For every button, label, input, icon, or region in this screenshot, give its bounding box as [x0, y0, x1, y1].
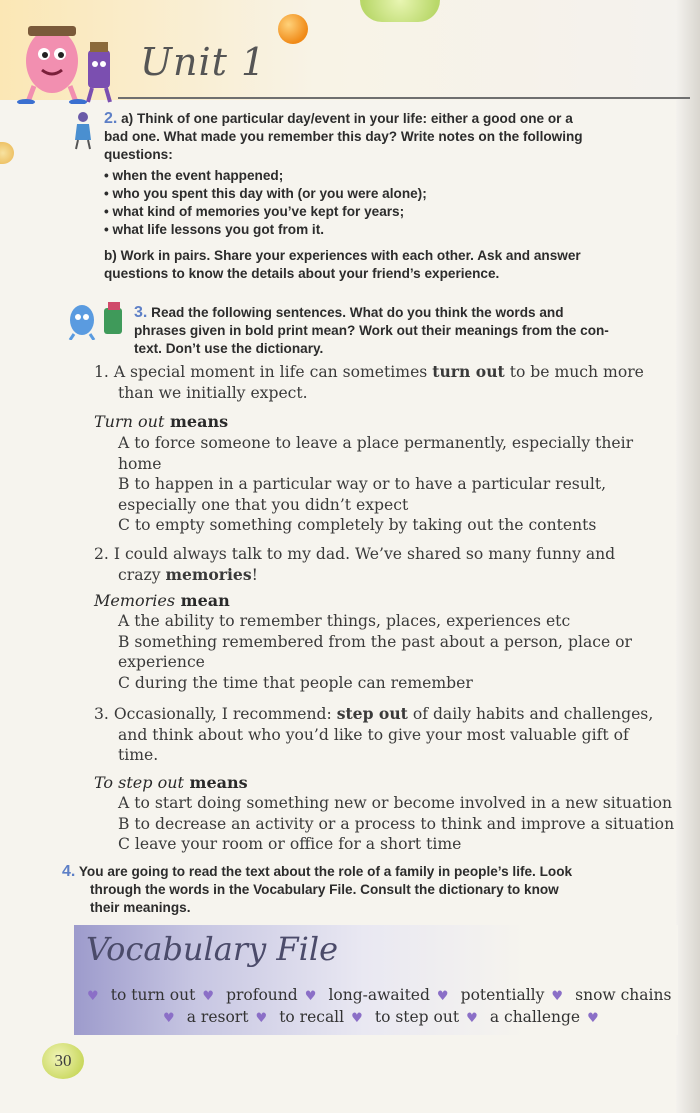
- heart-icon: ♥: [255, 1011, 268, 1026]
- exercise-2-number: 2.: [104, 110, 118, 127]
- green-ball-decoration: [360, 0, 440, 22]
- item-sentence-cont: time.: [118, 746, 159, 764]
- exercise-2-bullet: • who you spent this day with (or you were alone);: [104, 186, 427, 201]
- vocab-word: long-awaited: [328, 986, 430, 1004]
- header-rule: [118, 97, 690, 99]
- exercise-2-line-1: 2. a) Think of one particular day/event in your life: either a good one or a: [104, 110, 573, 127]
- exercise-3-line-1: 3. Read the following sentences. What do you think the words and: [134, 304, 564, 321]
- heart-icon: ♥: [163, 1011, 175, 1026]
- option: B to happen in a particular way or to have a particular result,: [118, 475, 607, 493]
- item-sentence: 3. Occasionally, I recommend: step out of daily habits and challenges,: [94, 704, 654, 723]
- turn-out-options: [118, 433, 690, 536]
- turn-out-heading: Turn out means: [94, 412, 229, 431]
- heart-icon: ♥: [587, 1011, 599, 1026]
- exercise-2-bullet: • when the event happened;: [104, 168, 284, 183]
- student-figure-icon: [72, 110, 94, 150]
- exercise-4-line-3: their meanings.: [90, 900, 191, 915]
- page-number: 30: [42, 1043, 84, 1079]
- exercise-3-line-3: text. Don’t use the dictionary.: [134, 341, 324, 356]
- vocab-word: snow chains: [575, 986, 672, 1004]
- heart-icon: ♥: [436, 989, 449, 1004]
- item-sentence: 2. I could always talk to my dad. We’ve shared so many funny and: [94, 545, 616, 563]
- option: A to start doing something new or become involved in a new situation: [118, 794, 673, 812]
- memories-heading: Memories mean: [94, 591, 230, 610]
- option: C leave your room or office for a short time: [118, 835, 462, 853]
- exercise-2b-line-1: b) Work in pairs. Share your experiences with each other. Ask and answer: [104, 248, 581, 263]
- memories-options: [118, 611, 690, 693]
- option: A the ability to remember things, places, experiences etc: [118, 612, 571, 630]
- exercise-3-item-3: [94, 704, 690, 766]
- vocab-word: to recall: [279, 1008, 345, 1026]
- option: C to empty something completely by taking out the contents: [118, 516, 597, 534]
- heart-icon: ♥: [87, 989, 99, 1004]
- option: home: [118, 454, 162, 473]
- heart-icon: ♥: [304, 989, 317, 1004]
- exercise-2-bullet: • what kind of memories you’ve kept for years;: [104, 204, 405, 219]
- mascot-books-illustration: [14, 6, 124, 104]
- exercise-3-item-2: [94, 544, 690, 585]
- vocab-word: to step out: [374, 1008, 460, 1026]
- option: especially one that you didn’t expect: [118, 495, 409, 514]
- vocab-word: a resort: [186, 1008, 249, 1026]
- vocab-word: a challenge: [489, 1008, 581, 1026]
- exercise-3-line-2: phrases given in bold print mean? Work out their meanings from the con-: [134, 323, 609, 338]
- exercise-2-bullet: • what life lessons you got from it.: [104, 222, 325, 237]
- bold-phrase: turn out: [432, 362, 505, 381]
- exercise-4: [62, 863, 690, 917]
- item-sentence-cont: than we initially expect.: [118, 383, 308, 402]
- vocabulary-title: Vocabulary File: [86, 930, 338, 968]
- edge-dot-decoration: [0, 142, 14, 164]
- bold-phrase: memories: [165, 564, 252, 584]
- exercise-3-instructions: [134, 304, 690, 358]
- heart-icon: ♥: [551, 989, 564, 1004]
- mascot-pair-icon: [64, 300, 134, 340]
- heart-icon: ♥: [466, 1011, 478, 1026]
- exercise-4-line-1: 4. You are going to read the text about the role of a family in people’s life. Look: [62, 863, 573, 880]
- exercise-3-number: 3.: [134, 304, 148, 321]
- exercise-2-line-2: bad one. What made you remember this day? Write notes on the following: [104, 129, 583, 144]
- unit-title: Unit 1: [140, 40, 267, 84]
- vocab-word: profound: [226, 986, 298, 1004]
- bold-phrase: step out: [336, 704, 408, 723]
- exercise-3-item-1: [94, 362, 690, 403]
- exercise-2-line-3: questions:: [104, 147, 173, 162]
- heart-icon: ♥: [351, 1011, 363, 1026]
- step-out-options: [118, 793, 690, 855]
- option: A to force someone to leave a place permanently, especially their: [118, 434, 634, 452]
- step-out-heading: To step out means: [94, 773, 248, 792]
- exercise-4-number: 4.: [62, 863, 76, 880]
- item-sentence: 1. A special moment in life can sometimes turn out to be much more: [94, 362, 644, 381]
- option: C during the time that people can remember: [118, 673, 473, 692]
- vocabulary-row-2: [156, 1007, 676, 1026]
- heart-icon: ♥: [202, 989, 214, 1004]
- item-sentence-cont: crazy memories!: [118, 564, 258, 584]
- exercise-2: [104, 110, 694, 283]
- vocab-word: to turn out: [110, 986, 196, 1004]
- option: B something remembered from the past about a person, place or: [118, 632, 632, 651]
- option: B to decrease an activity or a process to think and improve a situation: [118, 814, 675, 833]
- item-sentence-cont: and think about who you’d like to give your most valuable gift of: [118, 725, 629, 744]
- vocabulary-row-1: [80, 985, 680, 1004]
- orange-ball-decoration: [278, 14, 308, 44]
- option: experience: [118, 653, 205, 671]
- exercise-2b-line-2: questions to know the details about your friend’s experience.: [104, 266, 500, 281]
- vocab-word: potentially: [460, 986, 545, 1004]
- exercise-4-line-2: through the words in the Vocabulary File. Consult the dictionary to know: [90, 882, 559, 897]
